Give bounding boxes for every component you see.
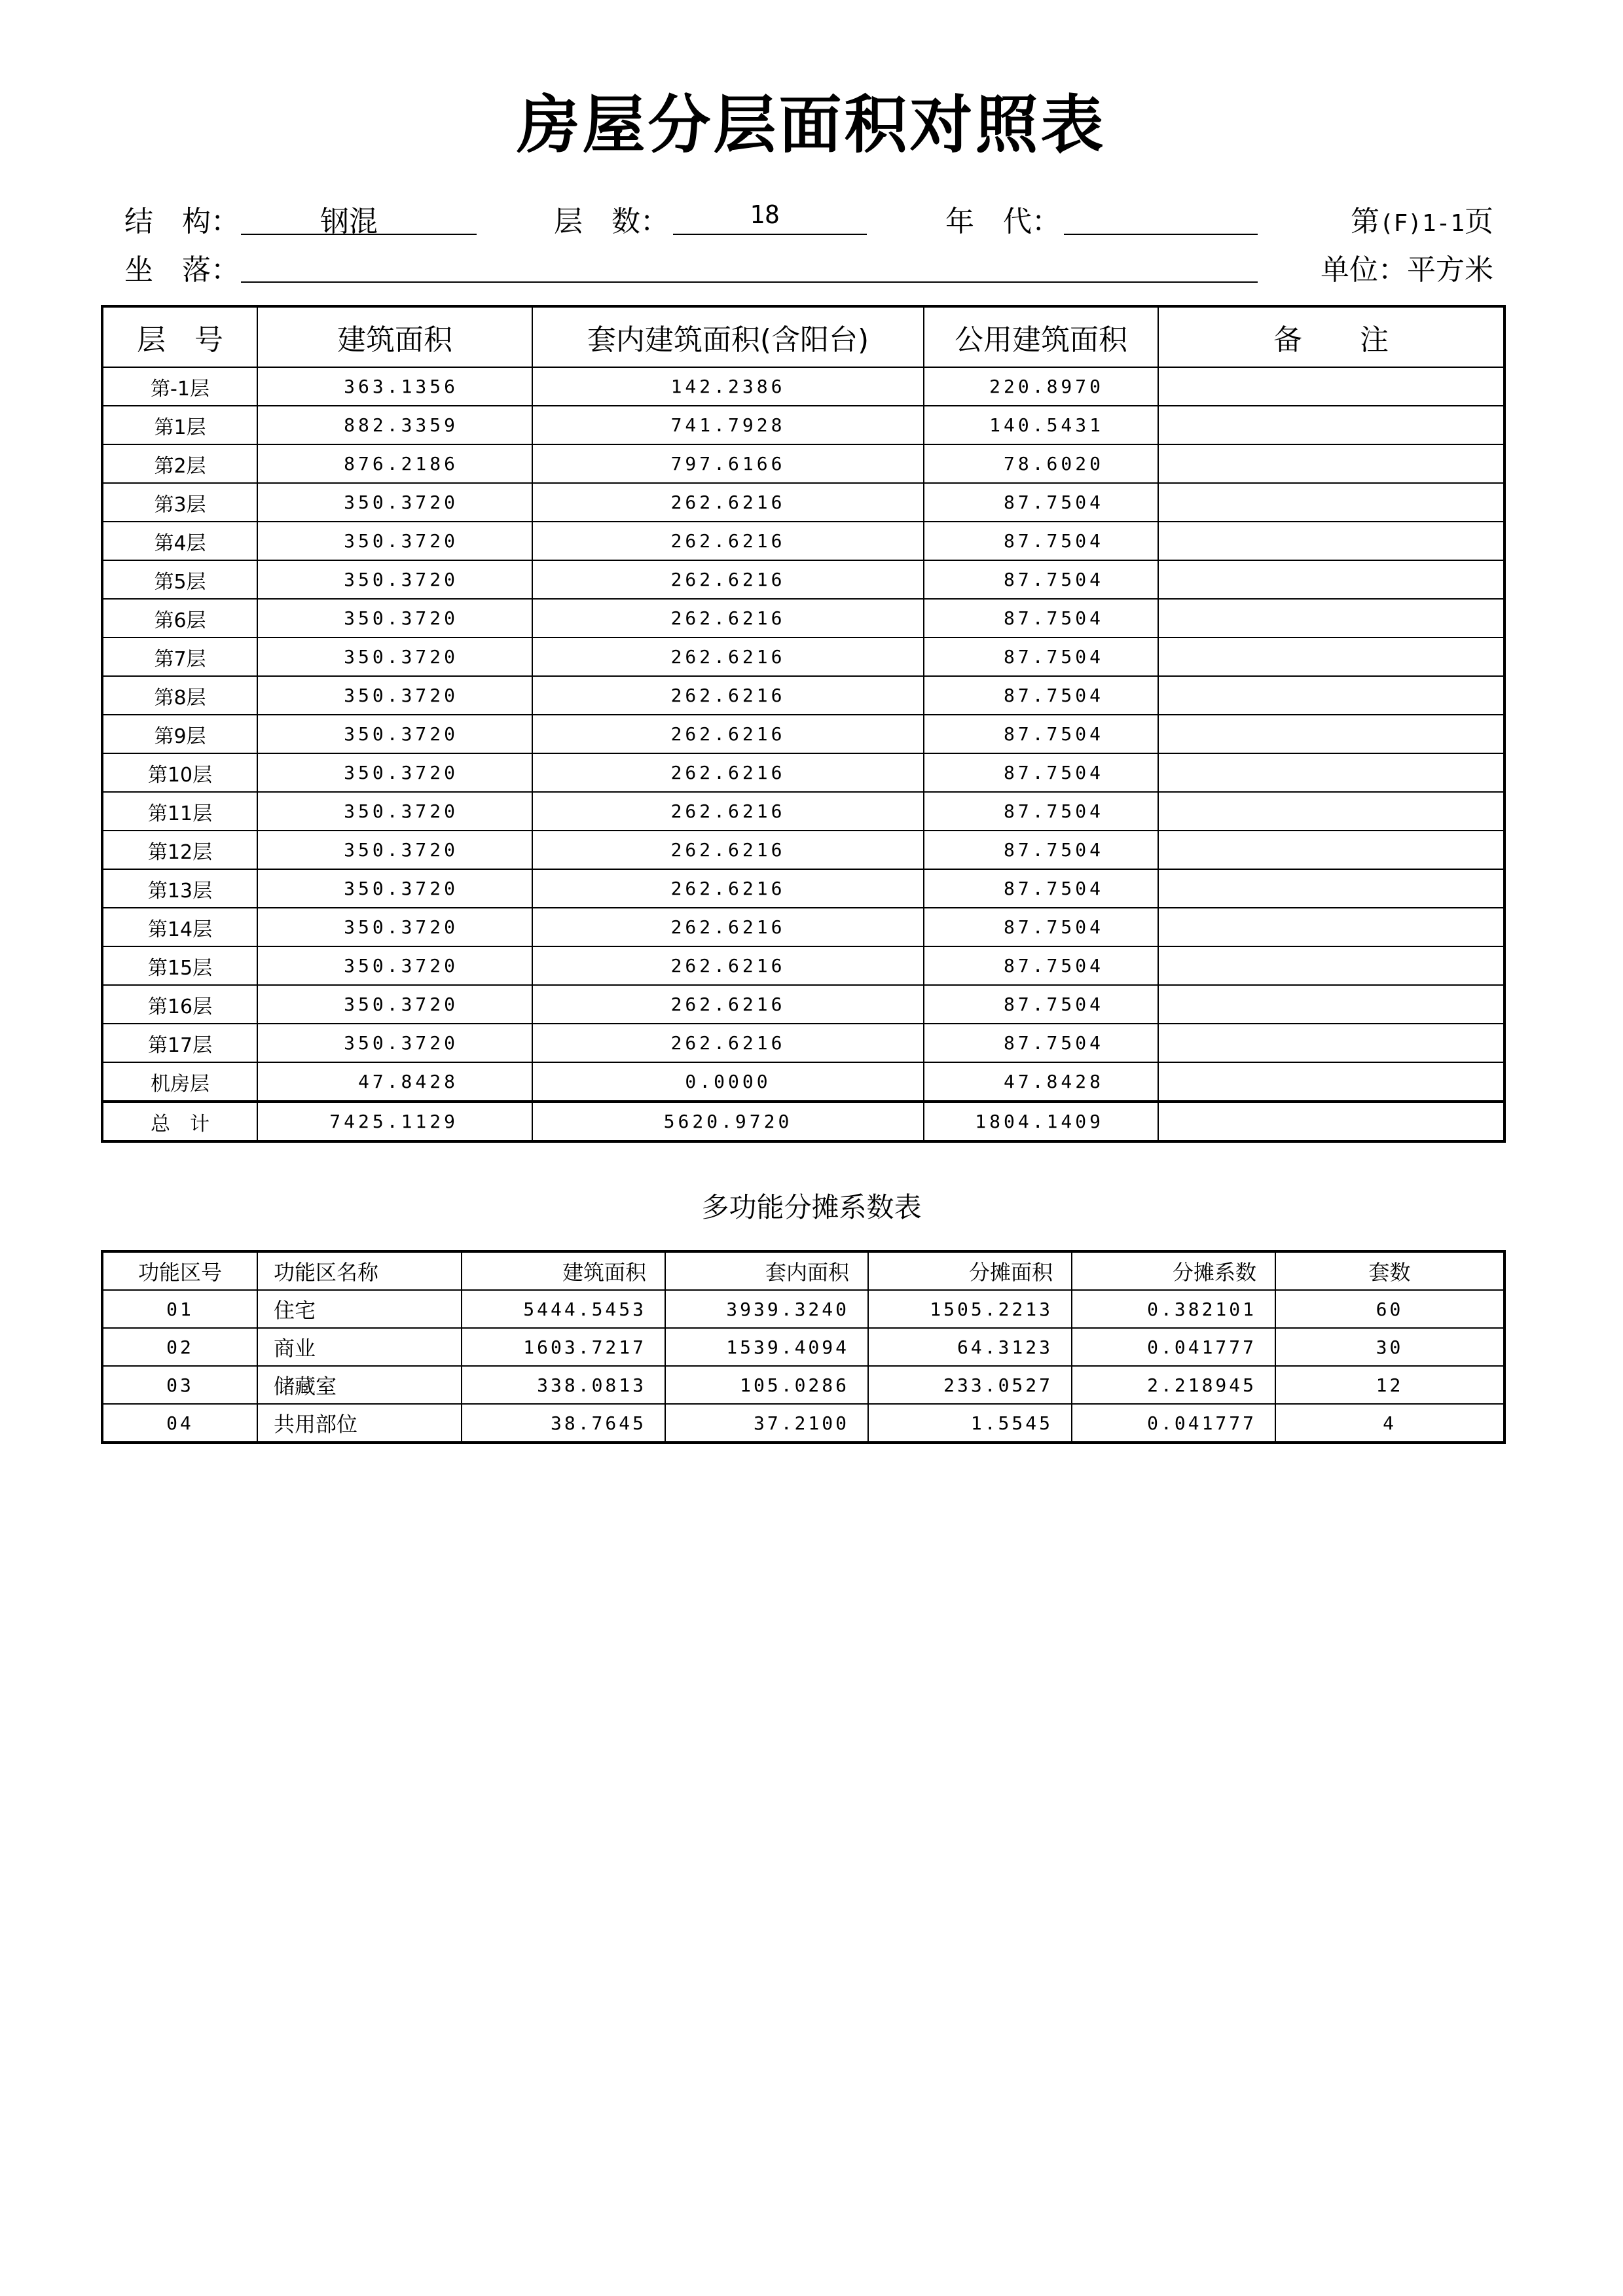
public-area-cell: 87.7504	[924, 946, 1158, 985]
inner-area-cell: 262.6216	[532, 869, 924, 908]
floor-cell: 第16层	[102, 985, 257, 1024]
location-label: 坐 落：	[124, 253, 240, 287]
total-note-cell	[1158, 1102, 1504, 1141]
table-row	[102, 522, 1504, 560]
inner-area-cell: 262.6216	[532, 753, 924, 792]
note-cell	[1158, 946, 1504, 985]
col-header-building-area: 建筑面积	[257, 306, 532, 367]
table-row	[102, 1290, 1504, 1328]
floor-cell: 第17层	[102, 1024, 257, 1062]
col-header-shared-area: 分摊面积	[868, 1251, 1072, 1290]
note-cell	[1158, 637, 1504, 676]
public-area-cell: 140.5431	[924, 406, 1158, 444]
table-row	[102, 831, 1504, 869]
function-shared-area-cell: 1505.2213	[868, 1290, 1072, 1328]
public-area-cell: 220.8970	[924, 367, 1158, 406]
function-code-cell: 01	[102, 1290, 257, 1328]
col-header-name: 功能区名称	[257, 1251, 462, 1290]
building-area-cell: 47.8428	[257, 1062, 532, 1102]
floors-underline	[673, 234, 867, 235]
function-code-cell: 04	[102, 1404, 257, 1443]
function-shared-area-cell: 233.0527	[868, 1366, 1072, 1404]
function-coefficient-cell: 0.041777	[1072, 1328, 1275, 1366]
note-cell	[1158, 444, 1504, 483]
function-code-cell: 02	[102, 1328, 257, 1366]
col-header-units: 套数	[1275, 1251, 1504, 1290]
function-shared-area-cell: 1.5545	[868, 1404, 1072, 1443]
building-area-cell: 350.3720	[257, 676, 532, 715]
function-units-cell: 4	[1275, 1404, 1504, 1443]
table-row	[102, 715, 1504, 753]
table-row	[102, 753, 1504, 792]
note-cell	[1158, 406, 1504, 444]
building-area-cell: 350.3720	[257, 715, 532, 753]
total-label-cell: 总 计	[102, 1102, 257, 1141]
inner-area-cell: 262.6216	[532, 560, 924, 599]
public-area-cell: 87.7504	[924, 483, 1158, 522]
building-area-cell: 350.3720	[257, 753, 532, 792]
floor-cell: 第9层	[102, 715, 257, 753]
inner-area-cell: 0.0000	[532, 1062, 924, 1102]
note-cell	[1158, 1062, 1504, 1102]
structure-value: 钢混	[320, 205, 378, 238]
public-area-cell: 87.7504	[924, 715, 1158, 753]
floor-cell: 第2层	[102, 444, 257, 483]
table-row	[102, 1366, 1504, 1404]
floor-cell: 第1层	[102, 406, 257, 444]
floor-cell: 第10层	[102, 753, 257, 792]
public-area-cell: 87.7504	[924, 560, 1158, 599]
public-area-cell: 87.7504	[924, 599, 1158, 637]
era-underline	[1064, 234, 1258, 235]
page-title: 房屋分层面积对照表	[517, 88, 1106, 162]
public-area-cell: 87.7504	[924, 908, 1158, 946]
function-name-cell: 住宅	[257, 1290, 462, 1328]
table-row	[102, 406, 1504, 444]
table-row	[102, 869, 1504, 908]
building-area-cell: 350.3720	[257, 792, 532, 831]
inner-area-cell: 262.6216	[532, 599, 924, 637]
page-code: (F)1-1	[1379, 210, 1465, 237]
floor-cell: 第12层	[102, 831, 257, 869]
function-building-area-cell: 5444.5453	[462, 1290, 665, 1328]
floors-value: 18	[750, 200, 780, 229]
note-cell	[1158, 792, 1504, 831]
public-area-cell: 87.7504	[924, 753, 1158, 792]
inner-area-cell: 262.6216	[532, 1024, 924, 1062]
public-area-cell: 87.7504	[924, 792, 1158, 831]
col-header-note: 备 注	[1158, 306, 1504, 367]
public-area-cell: 87.7504	[924, 985, 1158, 1024]
public-area-cell: 87.7504	[924, 831, 1158, 869]
col-header-code: 功能区号	[102, 1251, 257, 1290]
function-units-cell: 12	[1275, 1366, 1504, 1404]
function-name-cell: 储藏室	[257, 1366, 462, 1404]
inner-area-cell: 262.6216	[532, 637, 924, 676]
public-area-cell: 87.7504	[924, 637, 1158, 676]
floor-cell: 第6层	[102, 599, 257, 637]
table-row	[102, 637, 1504, 676]
public-area-cell: 87.7504	[924, 522, 1158, 560]
function-name-cell: 共用部位	[257, 1404, 462, 1443]
public-area-cell: 47.8428	[924, 1062, 1158, 1102]
floor-cell: 第11层	[102, 792, 257, 831]
location-underline	[241, 281, 1258, 283]
page-suffix: 页	[1465, 205, 1493, 238]
note-cell	[1158, 1024, 1504, 1062]
table-row	[102, 560, 1504, 599]
inner-area-cell: 142.2386	[532, 367, 924, 406]
table-row	[102, 1404, 1504, 1443]
floor-cell: 第8层	[102, 676, 257, 715]
inner-area-cell: 262.6216	[532, 908, 924, 946]
function-building-area-cell: 38.7645	[462, 1404, 665, 1443]
function-coefficient-cell: 0.041777	[1072, 1404, 1275, 1443]
table-row	[102, 1024, 1504, 1062]
function-inner-area-cell: 1539.4094	[665, 1328, 868, 1366]
building-area-cell: 350.3720	[257, 946, 532, 985]
function-table-header	[102, 1251, 1504, 1290]
floor-table-header	[102, 306, 1504, 367]
building-area-cell: 350.3720	[257, 637, 532, 676]
note-cell	[1158, 676, 1504, 715]
function-building-area-cell: 1603.7217	[462, 1328, 665, 1366]
floor-cell: 第7层	[102, 637, 257, 676]
col-header-floor: 层 号	[102, 306, 257, 367]
table-row	[102, 676, 1504, 715]
inner-area-cell: 262.6216	[532, 946, 924, 985]
floor-cell: 第14层	[102, 908, 257, 946]
note-cell	[1158, 715, 1504, 753]
building-area-cell: 350.3720	[257, 522, 532, 560]
building-area-cell: 363.1356	[257, 367, 532, 406]
table-row	[102, 946, 1504, 985]
floor-cell: 第5层	[102, 560, 257, 599]
floors-label: 层 数：	[554, 205, 669, 238]
col-header-building-area: 建筑面积	[462, 1251, 665, 1290]
table-row	[102, 599, 1504, 637]
function-table-title: 多功能分摊系数表	[701, 1191, 922, 1223]
building-area-cell: 350.3720	[257, 869, 532, 908]
total-row	[102, 1102, 1504, 1141]
building-area-cell: 350.3720	[257, 560, 532, 599]
note-cell	[1158, 831, 1504, 869]
public-area-cell: 87.7504	[924, 869, 1158, 908]
note-cell	[1158, 753, 1504, 792]
building-area-cell: 350.3720	[257, 483, 532, 522]
function-units-cell: 30	[1275, 1328, 1504, 1366]
col-header-inner-area: 套内建筑面积(含阳台)	[532, 306, 924, 367]
total-inner-area-cell: 5620.9720	[532, 1102, 924, 1141]
floor-cell: 第13层	[102, 869, 257, 908]
function-inner-area-cell: 3939.3240	[665, 1290, 868, 1328]
function-units-cell: 60	[1275, 1290, 1504, 1328]
page-indicator	[1351, 198, 1493, 240]
inner-area-cell: 797.6166	[532, 444, 924, 483]
note-cell	[1158, 985, 1504, 1024]
function-inner-area-cell: 37.2100	[665, 1404, 868, 1443]
col-header-public-area: 公用建筑面积	[924, 306, 1158, 367]
building-area-cell: 876.2186	[257, 444, 532, 483]
col-header-coefficient: 分摊系数	[1072, 1251, 1275, 1290]
unit-label: 单位：平方米	[1321, 253, 1493, 287]
note-cell	[1158, 483, 1504, 522]
structure-label: 结 构：	[124, 205, 240, 238]
table-row	[102, 985, 1504, 1024]
inner-area-cell: 741.7928	[532, 406, 924, 444]
function-coefficient-cell: 0.382101	[1072, 1290, 1275, 1328]
floor-cell: 机房层	[102, 1062, 257, 1102]
function-code-cell: 03	[102, 1366, 257, 1404]
function-coefficient-table	[101, 1250, 1506, 1444]
public-area-cell: 87.7504	[924, 676, 1158, 715]
total-public-area-cell: 1804.1409	[924, 1102, 1158, 1141]
table-row	[102, 1062, 1504, 1102]
building-area-cell: 350.3720	[257, 599, 532, 637]
page-prefix: 第	[1350, 205, 1379, 238]
function-inner-area-cell: 105.0286	[665, 1366, 868, 1404]
function-shared-area-cell: 64.3123	[868, 1328, 1072, 1366]
total-building-area-cell: 7425.1129	[257, 1102, 532, 1141]
building-area-cell: 350.3720	[257, 985, 532, 1024]
building-area-cell: 882.3359	[257, 406, 532, 444]
function-name-cell: 商业	[257, 1328, 462, 1366]
floor-cell: 第4层	[102, 522, 257, 560]
col-header-inner-area: 套内面积	[665, 1251, 868, 1290]
era-label: 年 代：	[945, 205, 1061, 238]
public-area-cell: 78.6020	[924, 444, 1158, 483]
note-cell	[1158, 599, 1504, 637]
inner-area-cell: 262.6216	[532, 483, 924, 522]
inner-area-cell: 262.6216	[532, 522, 924, 560]
floor-cell: 第-1层	[102, 367, 257, 406]
inner-area-cell: 262.6216	[532, 831, 924, 869]
inner-area-cell: 262.6216	[532, 715, 924, 753]
table-row	[102, 792, 1504, 831]
table-row	[102, 367, 1504, 406]
floor-cell: 第15层	[102, 946, 257, 985]
inner-area-cell: 262.6216	[532, 985, 924, 1024]
table-row	[102, 444, 1504, 483]
building-area-cell: 350.3720	[257, 908, 532, 946]
note-cell	[1158, 560, 1504, 599]
note-cell	[1158, 908, 1504, 946]
inner-area-cell: 262.6216	[532, 792, 924, 831]
table-row	[102, 483, 1504, 522]
floor-area-table	[101, 305, 1506, 1143]
function-building-area-cell: 338.0813	[462, 1366, 665, 1404]
table-row	[102, 908, 1504, 946]
inner-area-cell: 262.6216	[532, 676, 924, 715]
note-cell	[1158, 367, 1504, 406]
floor-cell: 第3层	[102, 483, 257, 522]
table-row	[102, 1328, 1504, 1366]
public-area-cell: 87.7504	[924, 1024, 1158, 1062]
note-cell	[1158, 869, 1504, 908]
function-coefficient-cell: 2.218945	[1072, 1366, 1275, 1404]
note-cell	[1158, 522, 1504, 560]
building-area-cell: 350.3720	[257, 1024, 532, 1062]
building-area-cell: 350.3720	[257, 831, 532, 869]
